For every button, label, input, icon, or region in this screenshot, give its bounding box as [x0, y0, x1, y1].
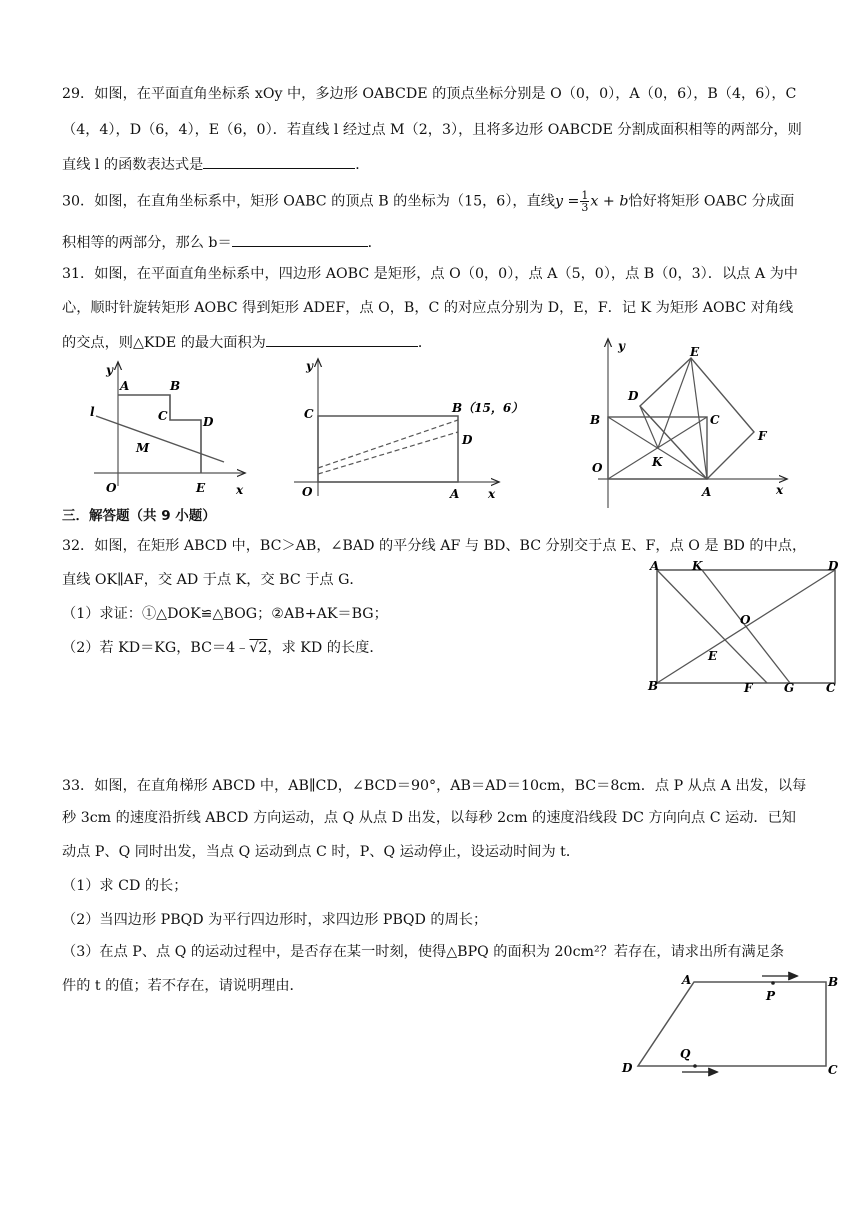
label-O: O — [302, 485, 313, 499]
q30-line-2 — [62, 232, 382, 253]
label-K: K — [652, 455, 663, 469]
q29-line-2: （4，4），D（6，4），E（6，0）．若直线 l 经过点 M（2，3），且将多边形 OABCDE 分割成面积相等的两部分，则 — [62, 122, 802, 138]
segment-kd — [640, 406, 658, 448]
label-A: A — [450, 487, 460, 501]
segment-ke — [658, 358, 691, 448]
q32-text-b: ，求 KD 的长度． — [267, 640, 384, 656]
label-Q: Q — [680, 1047, 691, 1061]
label-A: A — [650, 559, 660, 573]
label-C: C — [304, 407, 314, 421]
rectangle-oabc — [318, 416, 458, 482]
trapezoid-abcd — [638, 982, 826, 1066]
answer-blank-29[interactable] — [203, 154, 355, 169]
answer-blank-30[interactable] — [232, 232, 368, 247]
q30-line-1 — [62, 190, 794, 213]
q30-text-c: 积相等的两部分，那么 b＝ — [62, 235, 232, 251]
label-F: F — [758, 429, 767, 443]
q32-line-4 — [62, 638, 384, 658]
label-B-coord: B（15，6） — [452, 401, 524, 415]
q31-line-1: 31．如图，在平面直角坐标系中，四边形 AOBC 是矩形，点 O（0，0），点 A（5，0），点 B（0，3）．以点 A 为中 — [62, 266, 798, 282]
dashed-line-2 — [318, 432, 458, 474]
q33-line-4: （1）求 CD 的长； — [62, 878, 188, 894]
q31-line-2: 心，顺时针旋转矩形 AOBC 得到矩形 ADEF，点 O，B，C 的对应点分别为 D，E，F．记 K 为矩形 AOBC 对角线 — [62, 300, 794, 316]
q33-line-6: （3）在点 P、点 Q 的运动过程中，是否存在某一时刻，使得△BPQ 的面积为 20cm²？若存在，请求出所有满足条 — [62, 944, 785, 960]
label-G: G — [784, 681, 795, 695]
q31-line-3 — [62, 332, 432, 353]
q31-period: ． — [417, 335, 433, 351]
label-F: F — [744, 681, 753, 695]
section-heading: 三．解答题（共 9 小题） — [62, 508, 216, 524]
q29-line-3-text: 直线 l 的函数表达式是 — [62, 157, 204, 173]
label-C: C — [828, 1063, 838, 1077]
label-D: D — [828, 559, 839, 573]
label-O: O — [740, 613, 751, 627]
sqrt-two: √2 — [249, 640, 268, 656]
label-C: C — [158, 409, 168, 423]
label-A: A — [702, 485, 712, 499]
q30-period: ． — [367, 235, 382, 251]
label-B: B — [590, 413, 601, 427]
q32-line-1: 32．如图，在矩形 ABCD 中，BC＞AB，∠BAD 的平分线 AF 与 BD、BC 分别交于点 E、F，点 O 是 BD 的中点， — [62, 538, 807, 554]
eq-fraction — [580, 190, 589, 213]
figure-33 — [616, 968, 846, 1080]
label-P: P — [766, 989, 776, 1003]
q33-line-7: 件的 t 的值；若不存在，请说明理由． — [62, 978, 304, 994]
label-E: E — [690, 345, 700, 359]
figure-31 — [586, 336, 798, 512]
label-y: y — [618, 339, 625, 353]
q33-line-5: （2）当四边形 PBQD 为平行四边形时，求四边形 PBQD 的周长； — [62, 912, 488, 928]
answer-blank-31[interactable] — [266, 332, 418, 347]
label-A: A — [120, 379, 130, 393]
label-B: B — [648, 679, 659, 693]
label-D: D — [203, 415, 214, 429]
label-M: M — [136, 441, 150, 455]
q30-text-a: 30．如图，在直角坐标系中，矩形 OABC 的顶点 B 的坐标为（15，6），直线 — [62, 193, 555, 210]
label-O: O — [106, 481, 117, 495]
label-A: A — [682, 973, 692, 987]
label-x: x — [776, 483, 784, 497]
label-D: D — [462, 433, 473, 447]
label-B: B — [828, 975, 839, 989]
bisector-af — [657, 570, 767, 683]
label-D: D — [628, 389, 639, 403]
label-O: O — [592, 461, 603, 475]
point-p — [771, 981, 775, 985]
q29-line-1: 29．如图，在平面直角坐标系 xOy 中，多边形 OABCDE 的顶点坐标分别是 O（0，0），A（0，6），B（4，6），C — [62, 86, 797, 102]
eq-y: y = — [554, 193, 580, 210]
label-E: E — [708, 649, 718, 663]
label-C: C — [826, 681, 836, 695]
q32-line-3: （1）求证：①△DOK≌△BOG；②AB+AK＝BG； — [62, 606, 388, 622]
dashed-line-1 — [318, 420, 458, 468]
point-q — [693, 1064, 697, 1068]
eq-num: 1 — [581, 189, 589, 202]
label-E: E — [196, 481, 206, 495]
eq-den: 3 — [581, 201, 589, 214]
label-y: y — [306, 359, 313, 373]
q33-line-2: 秒 3cm 的速度沿折线 ABCD 方向运动，点 Q 从点 D 出发，以每秒 2cm 的速度沿线段 DC 方向向点 C 运动．已知 — [62, 810, 796, 826]
figure-32 — [640, 558, 846, 698]
label-C: C — [710, 413, 720, 427]
label-K: K — [692, 559, 703, 573]
q31-text: 的交点，则△KDE 的最大面积为 — [62, 335, 266, 351]
label-D: D — [622, 1061, 633, 1075]
q29-period: ． — [355, 157, 370, 173]
label-y: y — [106, 363, 113, 377]
q32-text-a: （2）若 KD＝KG，BC＝4﹣ — [62, 640, 250, 656]
q29-line-3 — [62, 154, 369, 175]
label-l: l — [90, 405, 95, 419]
figure-30 — [290, 356, 524, 502]
q32-line-2: 直线 OK∥AF，交 AD 于点 K，交 BC 于点 G． — [62, 572, 364, 588]
figure-29 — [84, 358, 254, 498]
eq-rest: x + b — [590, 193, 629, 210]
q33-line-1: 33．如图，在直角梯形 ABCD 中，AB∥CD，∠BCD＝90°，AB＝AD＝10cm，BC＝8cm．点 P 从点 A 出发，以每 — [62, 778, 807, 794]
polygon-oabcde — [118, 395, 201, 473]
label-B: B — [170, 379, 181, 393]
label-x: x — [488, 487, 496, 501]
label-x: x — [236, 483, 244, 497]
q30-text-b: 恰好将矩形 OABC 分成面 — [628, 193, 795, 210]
q33-line-3: 动点 P、Q 同时出发，当点 Q 运动到点 C 时，P、Q 运动停止，设运动时间为 t． — [62, 844, 581, 860]
